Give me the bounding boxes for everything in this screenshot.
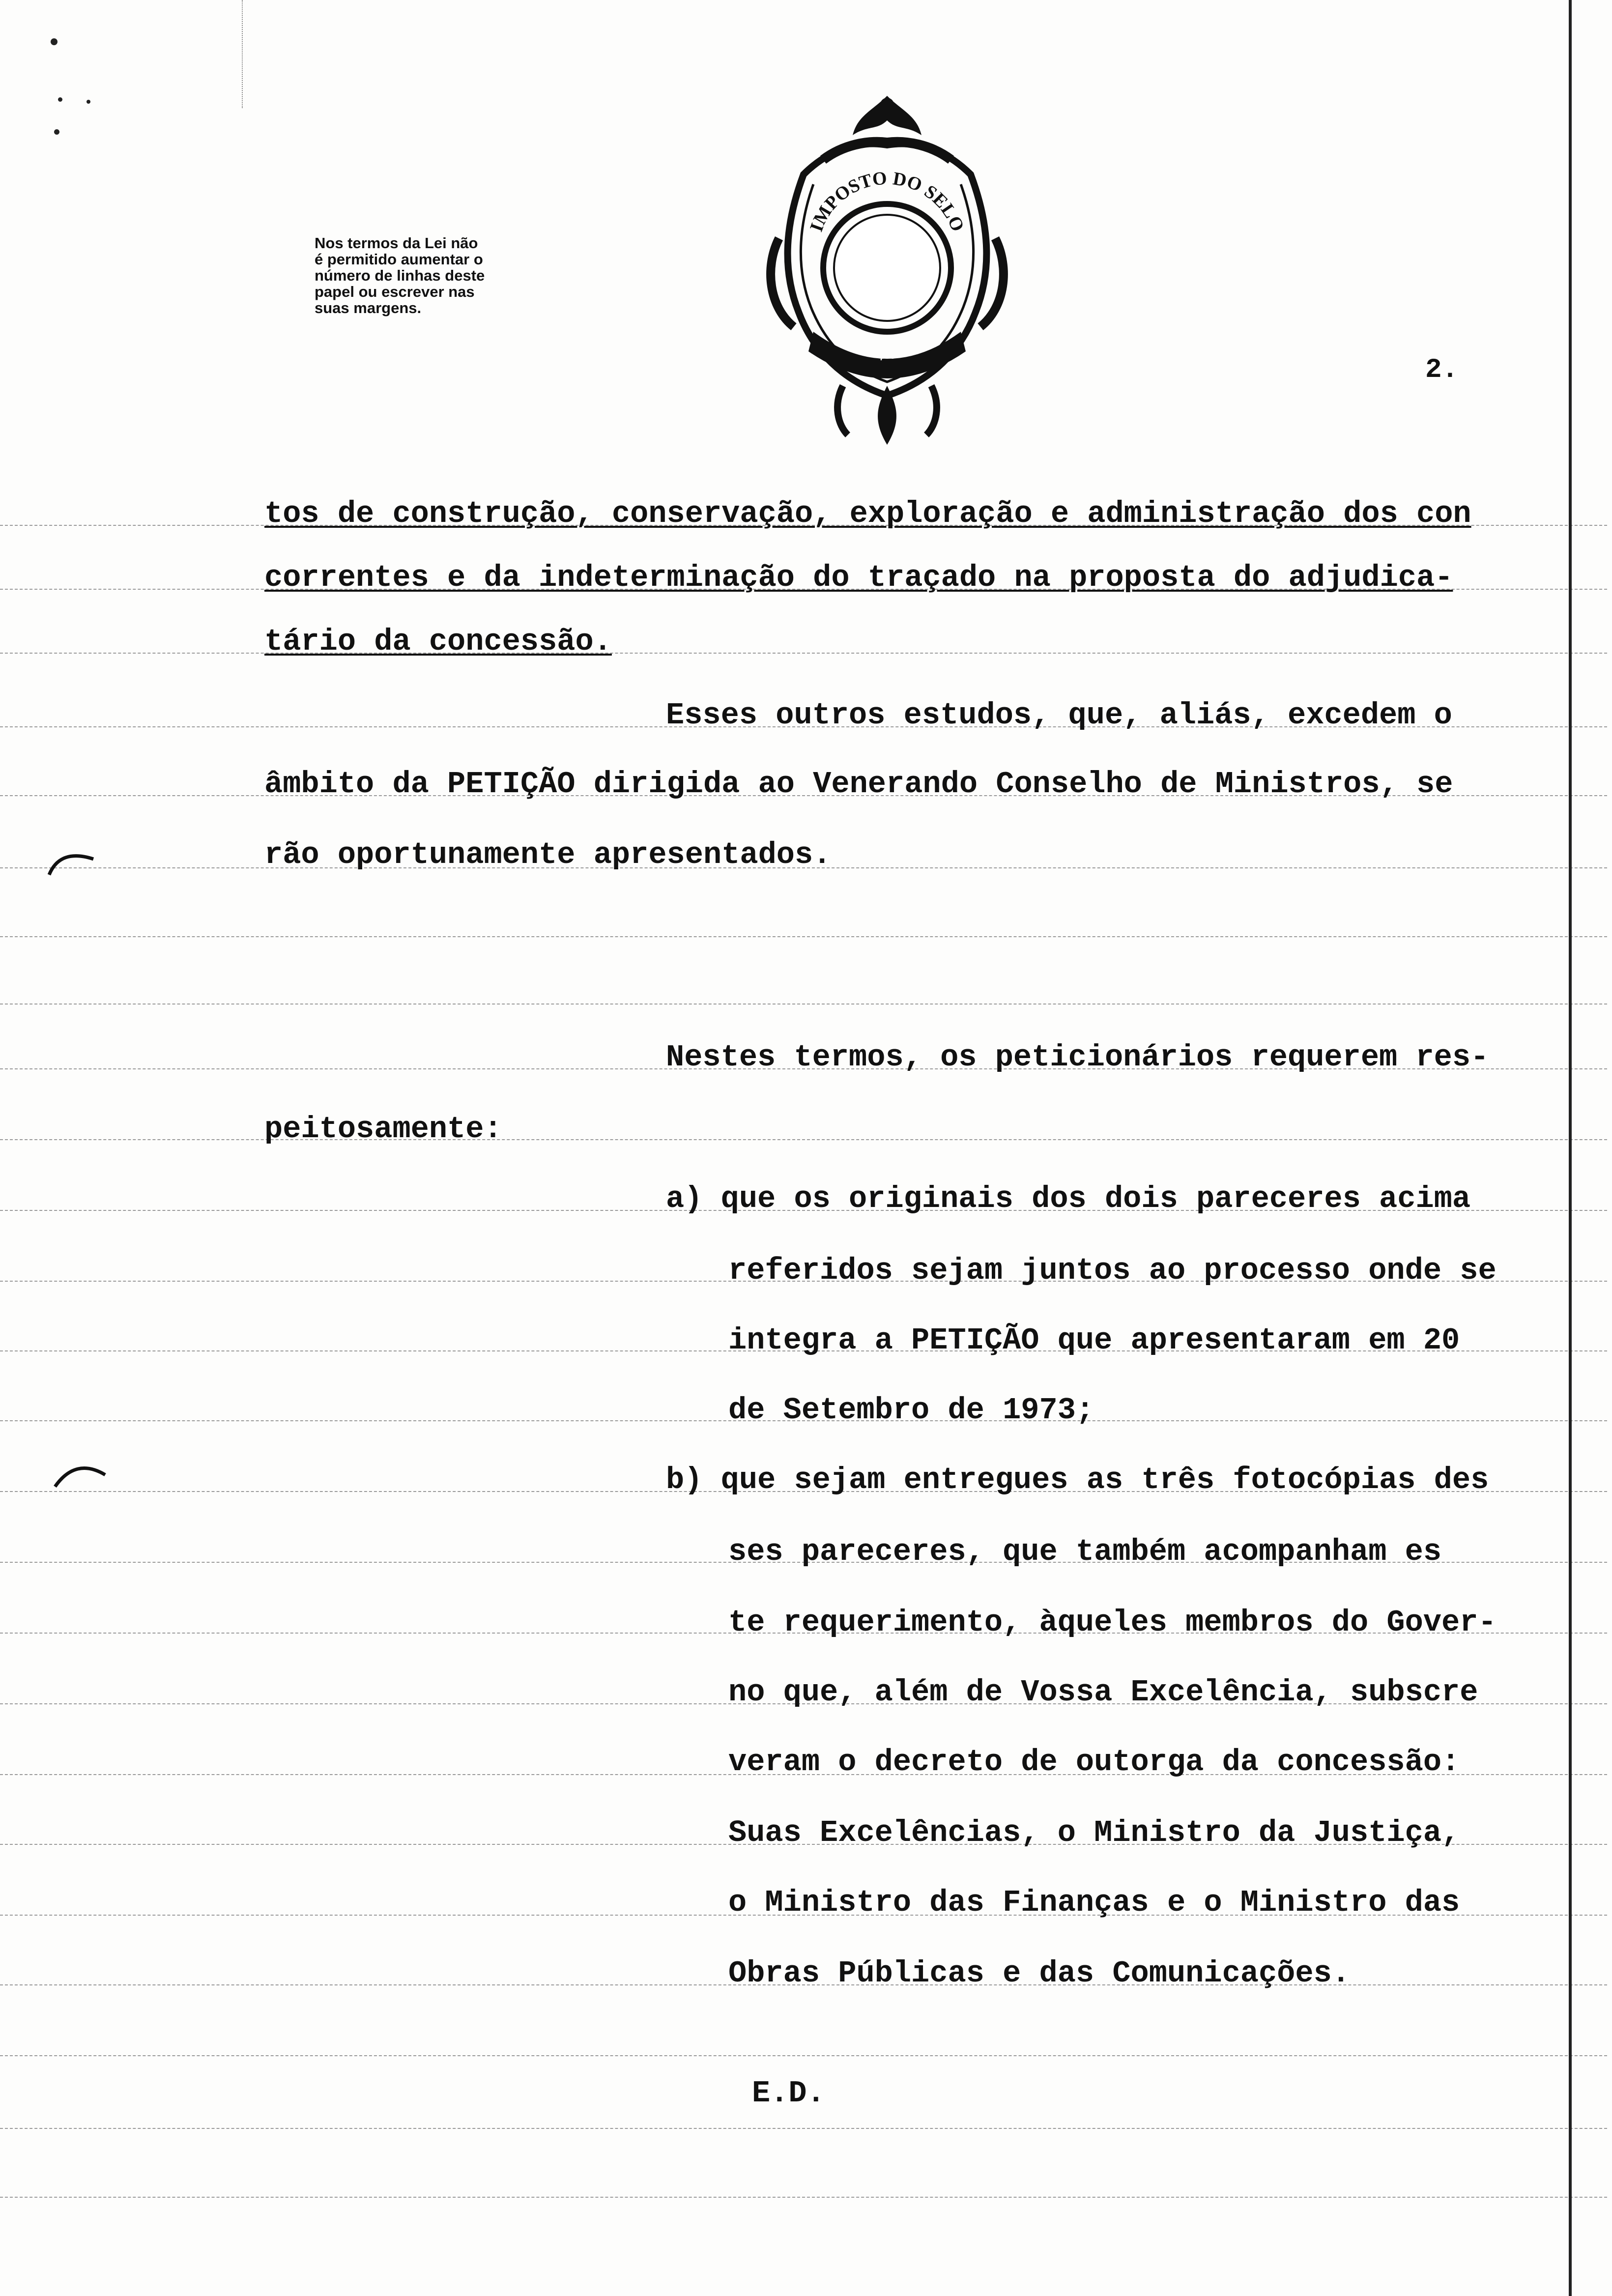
text-line: tos de construção, conservação, exploração e administração dos con [264, 496, 1471, 531]
stray-dot [54, 129, 59, 135]
stamp-value: 6$00 [863, 335, 912, 365]
ruled-line [0, 2128, 1607, 2129]
list-item-line: o Ministro das Finanças e o Ministro das [728, 1885, 1460, 1920]
ruled-line [0, 1139, 1607, 1140]
stray-dot [58, 97, 62, 102]
list-item-line: b) que sejam entregues as três fotocópias des [666, 1463, 1489, 1497]
tax-stamp-seal [759, 91, 1015, 450]
stamp-top-text: IMPOSTO DO SELO [806, 168, 968, 235]
list-item-line: no que, além de Vossa Excelência, subscre [728, 1675, 1478, 1710]
list-item-line: Suas Excelências, o Ministro da Justiça, [728, 1815, 1460, 1850]
text-line: correntes e da indeterminação do traçado na proposta do adjudica- [264, 560, 1453, 595]
ruled-line [0, 936, 1607, 937]
list-item-line: de Setembro de 1973; [728, 1393, 1094, 1428]
list-item-line: referidos sejam juntos ao processo onde se [728, 1253, 1497, 1288]
list-item-line: Obras Públicas e das Comunicações. [728, 1956, 1351, 1991]
list-item-line: ses pareceres, que também acompanham es [728, 1534, 1442, 1569]
list-item-line: veram o decreto de outorga da concessão: [728, 1745, 1460, 1779]
punch-hole-arc-icon [45, 844, 99, 879]
ruled-line [0, 2197, 1607, 2198]
text-line: rão oportunamente apresentados. [264, 837, 832, 872]
ruled-line [0, 2055, 1607, 2056]
notice-line: suas margens. [315, 299, 422, 316]
notice-line: é permitido aumentar o [315, 251, 483, 268]
closing-mark: E.D. [752, 2076, 825, 2111]
text-line: âmbito da PETIÇÃO dirigida ao Venerando Conselho de Ministros, se [264, 767, 1453, 802]
punch-hole-arc-icon [51, 1457, 110, 1492]
text-line: Esses outros estudos, que, aliás, excedem o [666, 698, 1452, 733]
list-item-line: a) que os originais dos dois pareceres acima [666, 1181, 1471, 1216]
notice-line: Nos termos da Lei não [315, 234, 478, 252]
text-line: tário da concessão. [264, 624, 612, 659]
notice-line: papel ou escrever nas [315, 283, 475, 300]
page-number: 2. [1425, 354, 1459, 385]
legal-notice [315, 235, 570, 316]
stray-dot [86, 100, 90, 104]
left-margin-mark [242, 0, 243, 108]
text-line: peitosamente: [264, 1112, 502, 1147]
right-margin-rule [1569, 0, 1572, 2296]
list-item-line: te requerimento, àqueles membros do Gover- [728, 1605, 1497, 1640]
notice-line: número de linhas deste [315, 267, 485, 284]
stray-dot [51, 38, 58, 45]
list-item-line: integra a PETIÇÃO que apresentaram em 20 [728, 1323, 1460, 1358]
text-line: Nestes termos, os peticionários requerem res- [666, 1040, 1489, 1075]
ruled-line [0, 653, 1607, 654]
